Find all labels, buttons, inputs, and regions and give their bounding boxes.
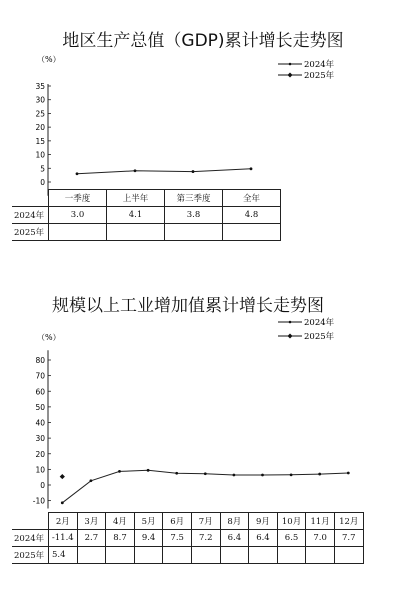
data-point-2024 <box>347 472 350 475</box>
data-point-2024 <box>147 469 150 472</box>
table-corner <box>12 190 49 207</box>
legend-marker-2024 <box>289 63 292 66</box>
data-label-2024: 6.4 <box>249 530 278 547</box>
column-header: 9月 <box>249 513 278 530</box>
y-tick-label: -10 <box>32 496 45 506</box>
data-point-2024 <box>204 472 207 475</box>
data-label-2025 <box>77 547 106 564</box>
data-label-2025 <box>220 547 249 564</box>
y-tick-label: 10 <box>35 465 45 475</box>
data-label-2024: 7.5 <box>163 530 192 547</box>
chart-title-gdp: 地区生产总值（GDP)累计增长走势图 <box>62 31 344 51</box>
data-point-2024 <box>290 473 293 476</box>
unit-label: （%） <box>37 333 61 342</box>
y-tick-label: 60 <box>35 387 45 397</box>
y-tick-label: 70 <box>35 371 45 381</box>
gdp-data-table <box>12 189 281 241</box>
data-label-2024: -11.4 <box>49 530 78 547</box>
data-point-2024 <box>233 474 236 477</box>
column-header: 3月 <box>77 513 106 530</box>
data-label-2025 <box>106 547 135 564</box>
data-point-2024 <box>118 470 121 473</box>
column-header: 10月 <box>277 513 306 530</box>
industry-data-table <box>12 512 364 564</box>
data-point-2024 <box>318 473 321 476</box>
row-label-2025: 2025年 <box>12 224 49 241</box>
row-label-2024: 2024年 <box>12 530 49 547</box>
unit-label: （%） <box>37 55 61 64</box>
data-label-2024: 6.4 <box>220 530 249 547</box>
data-label-2025 <box>163 547 192 564</box>
data-point-2024 <box>261 474 264 477</box>
data-label-2024: 7.2 <box>191 530 220 547</box>
data-point-2024 <box>175 472 178 475</box>
data-point-2025 <box>60 474 65 479</box>
column-header: 8月 <box>220 513 249 530</box>
data-label-2024: 4.1 <box>107 207 165 224</box>
y-tick-label: 15 <box>35 136 45 146</box>
data-label-2024: 7.0 <box>306 530 335 547</box>
series-line-2024 <box>62 470 348 503</box>
data-point-2024 <box>76 172 79 175</box>
data-label-2025 <box>165 224 223 241</box>
table-corner <box>12 513 49 530</box>
data-label-2024: 3.0 <box>49 207 107 224</box>
data-label-2025 <box>49 224 107 241</box>
legend-label-2024: 2024年 <box>304 318 335 328</box>
y-tick-label: 10 <box>35 150 45 160</box>
column-header: 4月 <box>106 513 135 530</box>
legend-label-2024: 2024年 <box>304 60 335 70</box>
data-label-2024: 7.7 <box>334 530 363 547</box>
column-header: 2月 <box>49 513 78 530</box>
column-header: 6月 <box>163 513 192 530</box>
data-label-2025 <box>223 224 281 241</box>
data-point-2024 <box>250 167 253 170</box>
y-tick-label: 80 <box>35 356 45 365</box>
legend-label-2025: 2025年 <box>304 332 335 342</box>
y-tick-label: 0 <box>40 178 45 187</box>
legend-marker-2025 <box>288 334 293 339</box>
data-label-2024: 6.5 <box>277 530 306 547</box>
chart-title-industry: 规模以上工业增加值累计增长走势图 <box>52 296 324 316</box>
column-header: 全年 <box>223 190 281 207</box>
data-point-2024 <box>134 169 137 172</box>
data-label-2025 <box>191 547 220 564</box>
y-tick-label: 25 <box>35 109 45 119</box>
row-label-2024: 2024年 <box>12 207 49 224</box>
data-label-2025 <box>306 547 335 564</box>
y-tick-label: 5 <box>40 164 45 174</box>
legend-marker-2025 <box>288 73 293 78</box>
data-label-2024: 9.4 <box>134 530 163 547</box>
column-header: 一季度 <box>49 190 107 207</box>
y-tick-label: 30 <box>35 434 45 444</box>
column-header: 12月 <box>334 513 363 530</box>
column-header: 7月 <box>191 513 220 530</box>
y-tick-label: 20 <box>35 449 45 459</box>
data-label-2025: 5.4 <box>49 547 78 564</box>
y-tick-label: 50 <box>35 402 45 412</box>
data-label-2025 <box>334 547 363 564</box>
row-label-2025: 2025年 <box>12 547 49 564</box>
data-label-2025 <box>249 547 278 564</box>
y-tick-label: 20 <box>35 123 45 133</box>
data-label-2024: 4.8 <box>223 207 281 224</box>
data-label-2024: 3.8 <box>165 207 223 224</box>
data-point-2024 <box>90 479 93 482</box>
column-header: 上半年 <box>107 190 165 207</box>
column-header: 5月 <box>134 513 163 530</box>
y-tick-label: 35 <box>35 82 45 91</box>
column-header: 第三季度 <box>165 190 223 207</box>
data-label-2025 <box>277 547 306 564</box>
data-label-2024: 2.7 <box>77 530 106 547</box>
data-label-2025 <box>134 547 163 564</box>
data-point-2024 <box>192 170 195 173</box>
data-label-2025 <box>107 224 165 241</box>
series-line-2024 <box>77 169 251 174</box>
data-point-2024 <box>61 501 64 504</box>
legend-label-2025: 2025年 <box>304 71 335 81</box>
y-tick-label: 40 <box>35 418 45 428</box>
y-tick-label: 0 <box>40 481 45 490</box>
legend-marker-2024 <box>289 321 292 324</box>
data-label-2024: 8.7 <box>106 530 135 547</box>
y-tick-label: 30 <box>35 95 45 105</box>
column-header: 11月 <box>306 513 335 530</box>
